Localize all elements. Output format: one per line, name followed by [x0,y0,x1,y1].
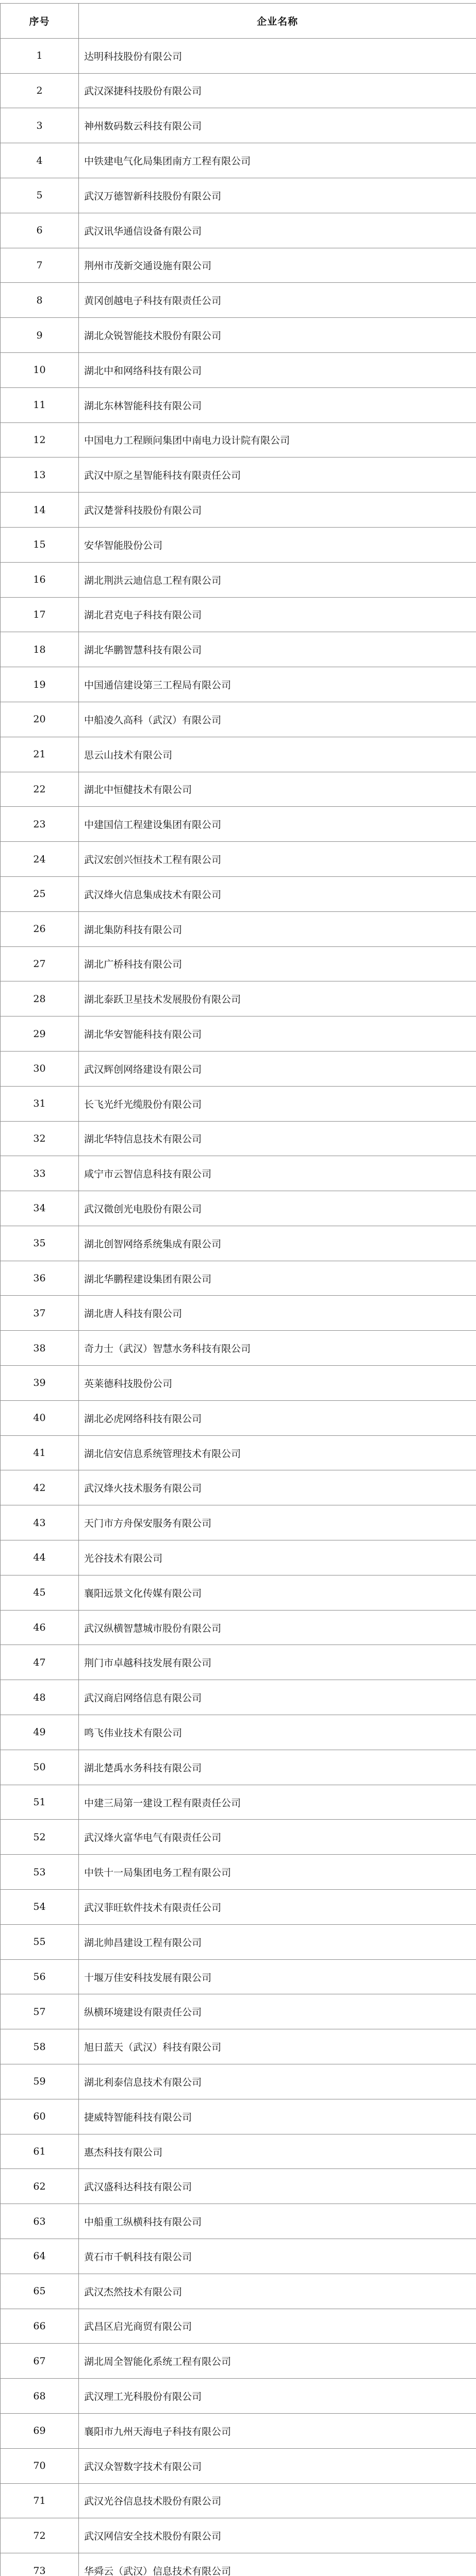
row-company-name: 中铁十一局集团电务工程有限公司 [79,1855,476,1890]
row-company-name: 武汉烽火富华电气有限责任公司 [79,1820,476,1855]
row-serial-number: 15 [1,527,79,562]
row-company-name: 光谷技术有限公司 [79,1540,476,1575]
table-row [1,2518,476,2553]
table-row [1,632,476,667]
table-row [1,387,476,422]
row-company-name: 湖北君克电子科技有限公司 [79,597,476,632]
row-company-name: 中铁建电气化局集团南方工程有限公司 [79,143,476,178]
company-table [0,3,476,2576]
row-serial-number: 24 [1,842,79,877]
table-row [1,2483,476,2518]
row-company-name: 奇力士（武汉）智慧水务科技有限公司 [79,1331,476,1366]
row-serial-number: 71 [1,2483,79,2518]
table-row [1,1191,476,1226]
row-serial-number: 20 [1,702,79,737]
row-serial-number: 58 [1,2029,79,2064]
table-row [1,213,476,248]
header-serial-number: 序号 [1,4,79,39]
table-row [1,2134,476,2169]
row-company-name: 湖北集防科技有限公司 [79,911,476,946]
row-serial-number: 10 [1,352,79,387]
row-company-name: 中国电力工程顾问集团中南电力设计院有限公司 [79,422,476,457]
row-serial-number: 40 [1,1400,79,1435]
row-serial-number: 11 [1,387,79,422]
table-row [1,2344,476,2379]
row-company-name: 湖北华鹏智慧科技有限公司 [79,632,476,667]
table-row [1,562,476,597]
table-row [1,981,476,1016]
table-row [1,1400,476,1435]
table-row [1,597,476,632]
table-row [1,1680,476,1715]
row-serial-number: 60 [1,2099,79,2134]
row-company-name: 纵横环境建设有限责任公司 [79,1994,476,2029]
row-serial-number: 61 [1,2134,79,2169]
row-company-name: 武汉理工光科股份有限公司 [79,2379,476,2414]
row-company-name: 湖北中和网络科技有限公司 [79,352,476,387]
row-serial-number: 49 [1,1715,79,1750]
row-company-name: 湖北楚禹水务科技有限公司 [79,1750,476,1785]
table-row [1,1051,476,1086]
row-company-name: 武汉众智数字技术有限公司 [79,2448,476,2483]
row-serial-number: 68 [1,2379,79,2414]
table-row [1,772,476,807]
row-serial-number: 41 [1,1435,79,1470]
table-row [1,1226,476,1261]
table-row [1,1715,476,1750]
table-row [1,1296,476,1331]
row-company-name: 湖北唐人科技有限公司 [79,1296,476,1331]
row-serial-number: 22 [1,772,79,807]
row-serial-number: 67 [1,2344,79,2379]
row-company-name: 武汉楚誉科技股份有限公司 [79,493,476,528]
table-row [1,1156,476,1191]
row-serial-number: 50 [1,1750,79,1785]
row-company-name: 长飞光纤光缆股份有限公司 [79,1086,476,1121]
row-serial-number: 33 [1,1156,79,1191]
table-row [1,2448,476,2483]
row-company-name: 襄阳远景文化传媒有限公司 [79,1575,476,1610]
table-row [1,807,476,842]
row-company-name: 武汉网信安全技术股份有限公司 [79,2518,476,2553]
row-company-name: 十堰万佳安科技发展有限公司 [79,1959,476,1994]
table-row [1,842,476,877]
row-company-name: 思云山技术有限公司 [79,737,476,772]
table-row [1,911,476,946]
table-row [1,1610,476,1645]
row-company-name: 武汉宏创兴恒技术工程有限公司 [79,842,476,877]
table-row [1,422,476,457]
row-serial-number: 6 [1,213,79,248]
table-row [1,283,476,318]
row-serial-number: 36 [1,1261,79,1296]
row-company-name: 武汉烽火技术服务有限公司 [79,1470,476,1505]
row-company-name: 武汉烽火信息集成技术有限公司 [79,876,476,911]
row-company-name: 湖北荆洪云迪信息工程有限公司 [79,562,476,597]
table-row [1,178,476,213]
row-company-name: 武汉深捷科技股份有限公司 [79,73,476,108]
row-serial-number: 52 [1,1820,79,1855]
header-company-name: 企业名称 [79,4,476,39]
row-serial-number: 31 [1,1086,79,1121]
row-serial-number: 30 [1,1051,79,1086]
row-company-name: 神州数码数云科技有限公司 [79,108,476,143]
row-serial-number: 14 [1,493,79,528]
table-row [1,2064,476,2099]
row-serial-number: 4 [1,143,79,178]
row-serial-number: 17 [1,597,79,632]
table-row [1,1261,476,1296]
table-row [1,1575,476,1610]
row-company-name: 湖北华特信息技术有限公司 [79,1121,476,1156]
row-serial-number: 48 [1,1680,79,1715]
row-company-name: 武昌区启光商贸有限公司 [79,2309,476,2344]
row-serial-number: 29 [1,1016,79,1052]
table-row [1,1331,476,1366]
row-company-name: 惠杰科技有限公司 [79,2134,476,2169]
table-row [1,2029,476,2064]
table-row [1,38,476,73]
row-serial-number: 19 [1,667,79,702]
table-row [1,318,476,353]
table-row [1,352,476,387]
row-serial-number: 21 [1,737,79,772]
row-company-name: 武汉讯华通信设备有限公司 [79,213,476,248]
row-company-name: 襄阳市九州天海电子科技有限公司 [79,2413,476,2448]
row-serial-number: 9 [1,318,79,353]
row-company-name: 湖北众锐智能技术股份有限公司 [79,318,476,353]
header-row [1,4,476,39]
row-serial-number: 13 [1,457,79,493]
table-row [1,2099,476,2134]
row-serial-number: 53 [1,1855,79,1890]
row-serial-number: 51 [1,1785,79,1820]
row-serial-number: 37 [1,1296,79,1331]
table-row [1,2274,476,2309]
row-serial-number: 45 [1,1575,79,1610]
row-serial-number: 25 [1,876,79,911]
row-company-name: 湖北信安信息系统管理技术有限公司 [79,1435,476,1470]
table-row [1,946,476,981]
row-serial-number: 56 [1,1959,79,1994]
row-serial-number: 65 [1,2274,79,2309]
table-row [1,1366,476,1401]
table-row [1,1890,476,1925]
row-company-name: 武汉商启网络信息有限公司 [79,1680,476,1715]
row-serial-number: 18 [1,632,79,667]
row-serial-number: 7 [1,248,79,283]
row-company-name: 武汉中原之星智能科技有限责任公司 [79,457,476,493]
row-serial-number: 70 [1,2448,79,2483]
row-serial-number: 27 [1,946,79,981]
row-serial-number: 66 [1,2309,79,2344]
table-row [1,493,476,528]
table-row [1,2309,476,2344]
row-company-name: 黄冈创越电子科技有限责任公司 [79,283,476,318]
table-row [1,1959,476,1994]
table-row [1,1540,476,1575]
row-serial-number: 23 [1,807,79,842]
table-header [1,4,476,39]
table-row [1,1924,476,1959]
table-row [1,73,476,108]
row-company-name: 武汉万德智新科技股份有限公司 [79,178,476,213]
row-serial-number: 32 [1,1121,79,1156]
table-row [1,1505,476,1540]
row-company-name: 咸宁市云智信息科技有限公司 [79,1156,476,1191]
row-company-name: 武汉菲旺软件技术有限责任公司 [79,1890,476,1925]
table-row [1,248,476,283]
row-company-name: 荆门市卓越科技发展有限公司 [79,1645,476,1680]
row-company-name: 武汉辉创网络建设有限公司 [79,1051,476,1086]
row-company-name: 中国通信建设第三工程局有限公司 [79,667,476,702]
table-row [1,667,476,702]
row-company-name: 武汉光谷信息技术股份有限公司 [79,2483,476,2518]
row-serial-number: 42 [1,1470,79,1505]
table-row [1,737,476,772]
table-row [1,2553,476,2576]
row-company-name: 武汉纵横智慧城市股份有限公司 [79,1610,476,1645]
row-company-name: 湖北创智网络系统集成有限公司 [79,1226,476,1261]
row-serial-number: 26 [1,911,79,946]
table-row [1,457,476,493]
row-serial-number: 35 [1,1226,79,1261]
table-row [1,702,476,737]
row-serial-number: 72 [1,2518,79,2553]
table-row [1,2204,476,2239]
table-row [1,1785,476,1820]
table-row [1,2379,476,2414]
row-company-name: 中船凌久高科（武汉）有限公司 [79,702,476,737]
row-company-name: 华舜云（武汉）信息技术有限公司 [79,2553,476,2576]
row-company-name: 湖北华鹏程建设集团有限公司 [79,1261,476,1296]
row-serial-number: 12 [1,422,79,457]
row-serial-number: 59 [1,2064,79,2099]
row-serial-number: 28 [1,981,79,1016]
row-serial-number: 46 [1,1610,79,1645]
row-company-name: 英莱德科技股份公司 [79,1366,476,1401]
row-company-name: 旭日蓝天（武汉）科技有限公司 [79,2029,476,2064]
row-serial-number: 64 [1,2239,79,2274]
row-serial-number: 8 [1,283,79,318]
row-serial-number: 73 [1,2553,79,2576]
table-row [1,1086,476,1121]
row-serial-number: 63 [1,2204,79,2239]
table-row [1,2239,476,2274]
table-row [1,1645,476,1680]
row-serial-number: 1 [1,38,79,73]
table-row [1,1470,476,1505]
row-serial-number: 57 [1,1994,79,2029]
row-company-name: 湖北东林智能科技有限公司 [79,387,476,422]
row-serial-number: 34 [1,1191,79,1226]
table-row [1,2413,476,2448]
row-serial-number: 43 [1,1505,79,1540]
row-company-name: 荆州市茂新交通设施有限公司 [79,248,476,283]
row-serial-number: 62 [1,2169,79,2204]
row-company-name: 黄石市千帆科技有限公司 [79,2239,476,2274]
row-company-name: 武汉杰然技术有限公司 [79,2274,476,2309]
table-row [1,527,476,562]
table-row [1,1016,476,1052]
row-company-name: 湖北广桥科技有限公司 [79,946,476,981]
row-serial-number: 5 [1,178,79,213]
row-serial-number: 38 [1,1331,79,1366]
row-company-name: 湖北帅昌建设工程有限公司 [79,1924,476,1959]
row-serial-number: 55 [1,1924,79,1959]
table-row [1,876,476,911]
row-company-name: 湖北中恒健技术有限公司 [79,772,476,807]
row-serial-number: 54 [1,1890,79,1925]
row-company-name: 湖北利泰信息技术有限公司 [79,2064,476,2099]
row-serial-number: 39 [1,1366,79,1401]
row-serial-number: 2 [1,73,79,108]
row-company-name: 中建国信工程建设集团有限公司 [79,807,476,842]
row-company-name: 鸣飞伟业技术有限公司 [79,1715,476,1750]
row-company-name: 湖北华安智能科技有限公司 [79,1016,476,1052]
table-row [1,1750,476,1785]
table-row [1,1855,476,1890]
row-serial-number: 3 [1,108,79,143]
row-company-name: 安华智能股份公司 [79,527,476,562]
row-company-name: 武汉微创光电股份有限公司 [79,1191,476,1226]
table-row [1,108,476,143]
table-row [1,1820,476,1855]
table-row [1,1994,476,2029]
row-serial-number: 69 [1,2413,79,2448]
table-row [1,1435,476,1470]
row-company-name: 达明科技股份有限公司 [79,38,476,73]
row-company-name: 中建三局第一建设工程有限责任公司 [79,1785,476,1820]
table-body [1,38,476,2576]
row-serial-number: 44 [1,1540,79,1575]
row-serial-number: 16 [1,562,79,597]
row-company-name: 湖北周全智能化系统工程有限公司 [79,2344,476,2379]
row-company-name: 中船重工纵横科技有限公司 [79,2204,476,2239]
table-row [1,2169,476,2204]
row-company-name: 武汉盛科达科技有限公司 [79,2169,476,2204]
row-company-name: 天门市方舟保安服务有限公司 [79,1505,476,1540]
row-company-name: 湖北泰跃卫星技术发展股份有限公司 [79,981,476,1016]
row-company-name: 湖北必虎网络科技有限公司 [79,1400,476,1435]
table-row [1,143,476,178]
table-row [1,1121,476,1156]
row-serial-number: 47 [1,1645,79,1680]
row-company-name: 捷威特智能科技有限公司 [79,2099,476,2134]
